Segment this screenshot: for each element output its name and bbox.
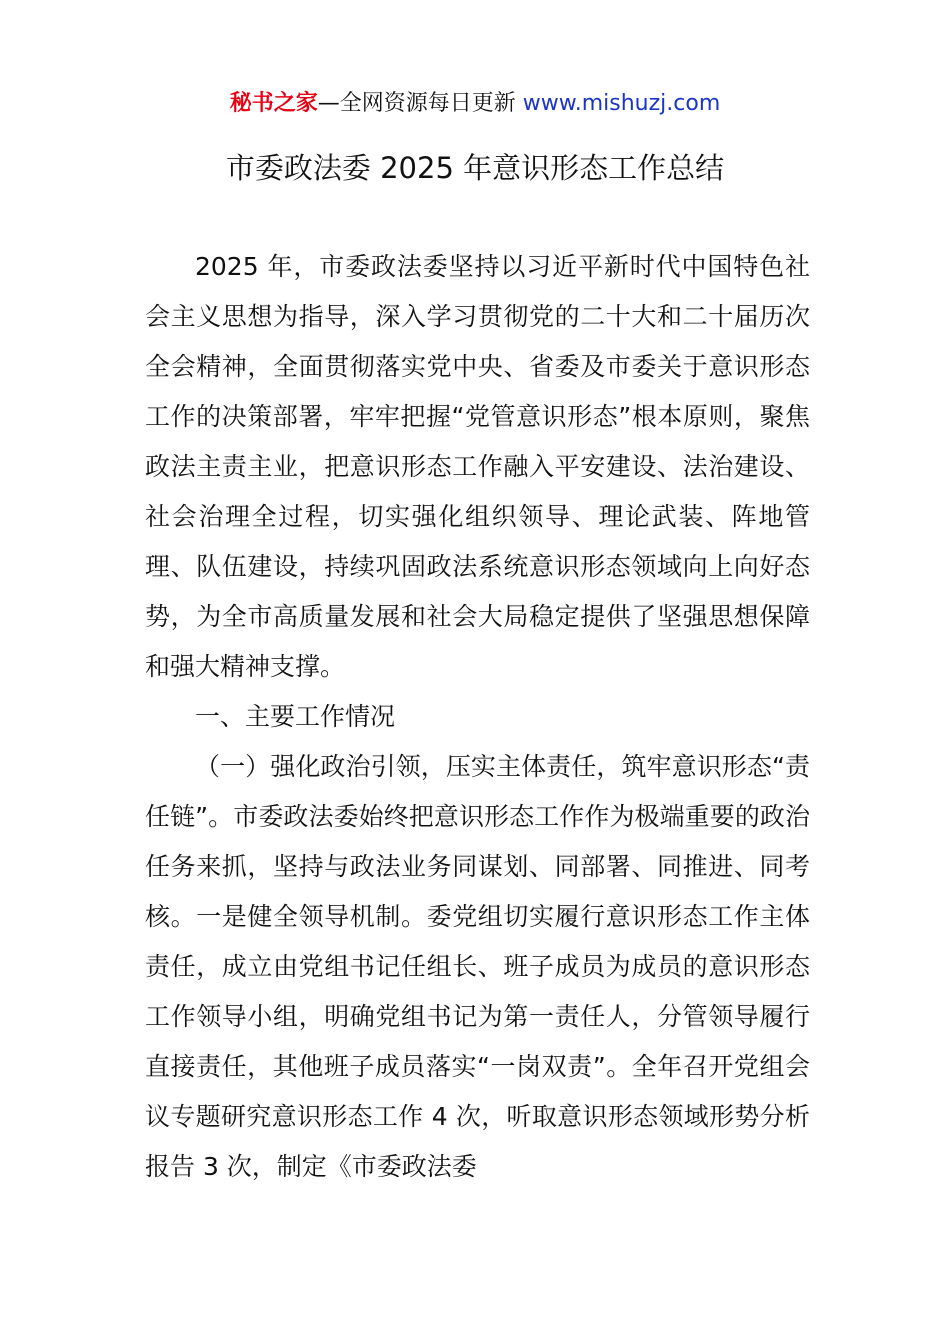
subsection-paragraph: （一）强化政治引领，压实主体责任，筑牢意识形态“责任链”。市委政法委始终把意识形态工作作为极端重要的政治任务来抓，坚持与政法业务同谋划、同部署、同推进、同考核。一是健全领导机制。委党组切实履行意识形态工作主体责任，成立由党组书记任组长、班子成员为成员的意识形态工作领导小组，明确党组书记为第一责任人，分管领导履行直接责任，其他班子成员落实“一岗双责”。全年召开党组会议专题研究意识形态工作 4 次，听取意识形态领域形势分析报告 3 次，制定《市委政法委 bbox=[145, 752, 810, 1181]
intro-paragraph: 2025 年，市委政法委坚持以习近平新时代中国特色社会主义思想为指导，深入学习贯彻党的二十大和二十届历次全会精神，全面贯彻落实党中央、省委及市委关于意识形态工作的决策部署，牢牢把握“党管意识形态”根本原则，聚焦政法主责主业，把意识形态工作融入平安建设、法治建设、社会治理全过程，切实强化组织领导、理论武装、阵地管理、队伍建设，持续巩固政法系统意识形态领域向上向好态势，为全市高质量发展和社会大局稳定提供了坚强思想保障和强大精神支撑。 bbox=[145, 252, 810, 681]
section-heading: 一、主要工作情况 bbox=[195, 702, 396, 731]
site-tagline: —全网资源每日更新 bbox=[317, 91, 523, 116]
document-title: 市委政法委 2025 年意识形态工作总结 bbox=[225, 151, 725, 185]
site-url-link[interactable]: www.mishuzj.com bbox=[522, 91, 721, 116]
site-brand-name: 秘书之家 bbox=[229, 91, 318, 116]
site-banner bbox=[0, 88, 950, 120]
document-body bbox=[145, 242, 810, 1192]
